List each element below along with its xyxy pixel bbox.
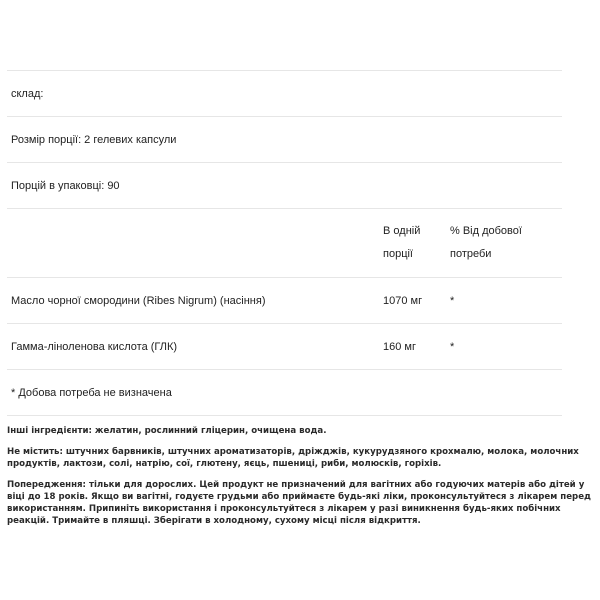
ingredient-name: Гамма-ліноленова кислота (ГЛК): [11, 340, 178, 353]
servings-per-container-row: [7, 163, 562, 209]
table-row: [7, 324, 562, 370]
supplement-facts-table: [7, 70, 562, 416]
ingredient-name: Масло чорної смородини (Ribes Nigrum) (насіння): [11, 294, 266, 307]
servings-per-container: Порцій в упаковці: 90: [11, 179, 120, 192]
table-row: [7, 278, 562, 324]
table-header-row: [7, 209, 562, 278]
ingredient-amount: 160 мг: [383, 340, 416, 353]
amount-header-line1: В одній: [383, 225, 421, 237]
amount-header-line2: порції: [383, 248, 413, 260]
dv-header-line1: % Від добової: [450, 225, 522, 237]
composition-label: склад:: [11, 87, 44, 100]
footnote-row: [7, 370, 562, 416]
column-header-amount: [383, 220, 450, 266]
serving-size: Розмір порції: 2 гелевих капсули: [11, 133, 177, 146]
other-ingredients: Інші інгредієнти: желатин, рослинний гліцерин, очищена вода.: [7, 426, 327, 436]
composition-row: [7, 71, 562, 117]
column-header-daily-value: [450, 220, 562, 266]
ingredient-amount: 1070 мг: [383, 294, 423, 307]
dv-header-line2: потреби: [450, 248, 492, 260]
free-of-statement: Не містить: штучних барвників, штучних ароматизаторів, дріжджів, кукурудзяного крохмалю, молока, молочних продуктів, лактози, солі, натрію, сої, глютену, яєць, пшениці, риби, молюсків, горіхів.: [7, 447, 579, 469]
ingredient-daily-value: *: [450, 340, 455, 353]
ingredient-daily-value: *: [450, 294, 455, 307]
footnote: * Добова потреба не визначена: [11, 386, 172, 399]
serving-size-row: [7, 117, 562, 163]
product-notes: [7, 425, 592, 536]
warning-statement: Попередження: тільки для дорослих. Цей продукт не призначений для вагітних або годуючих матерів або дітей у віці до 18 років. Якщо ви вагітні, годуєте грудьми або приймаєте будь-які ліки, проконсультуйтеся з лікарем перед використанням. Припиніть використання і проконсультуйтеся з лікарем у разі виникнення будь-яких побічних реакцій. Тримайте в пляшці. Зберігати в холодному, сухому місці після відкриття.: [7, 480, 591, 526]
